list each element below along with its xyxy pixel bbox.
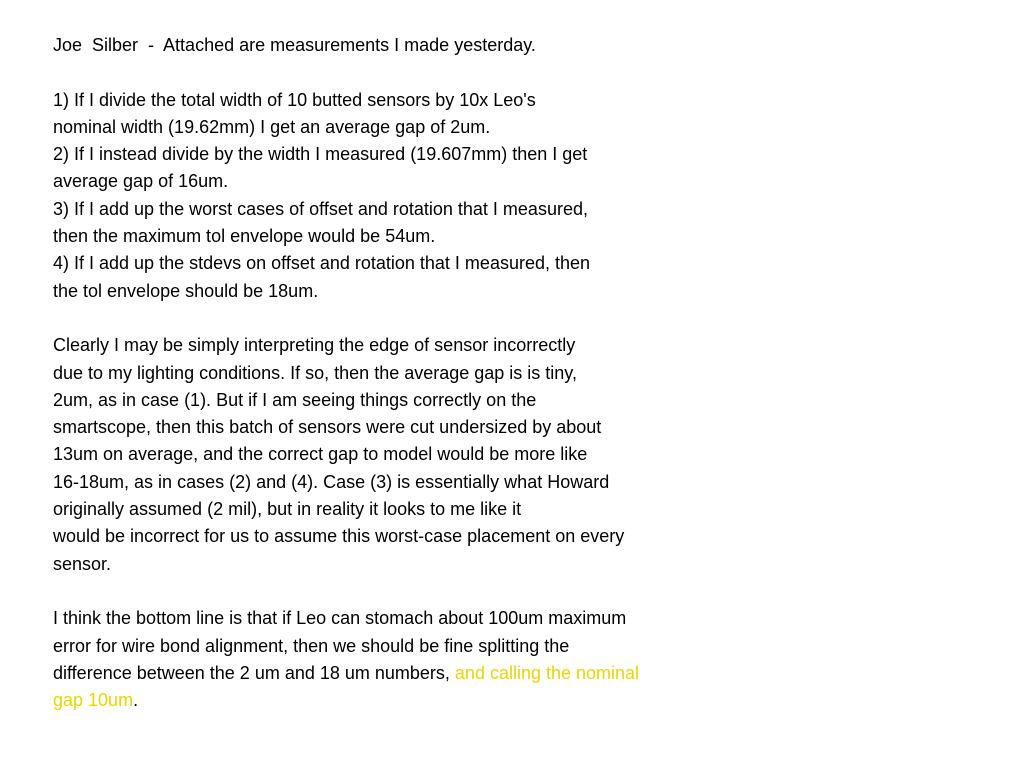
discussion-line: Clearly I may be simply interpreting the edge of sensor incorrectly: [53, 335, 576, 356]
point-3-line-2: then the maximum tol envelope would be 54um.: [53, 226, 436, 247]
discussion-line: would be incorrect for us to assume this worst-case placement on every: [53, 526, 625, 547]
highlighted-text: gap 10um: [53, 690, 134, 711]
point-4-line-2: the tol envelope should be 18um.: [53, 280, 319, 301]
discussion-line: 16-18um, as in cases (2) and (4). Case (3) is essentially what Howard: [53, 471, 610, 492]
blank-line: [53, 305, 773, 332]
discussion-line: 2um, as in case (1). But if I am seeing things correctly on the: [53, 389, 537, 410]
conclusion-line-3: [53, 660, 773, 687]
conclusion-text: difference between the 2 um and 18 um numbers,: [53, 662, 455, 683]
highlighted-text: and calling the nominal: [454, 662, 640, 683]
discussion-line: originally assumed (2 mil), but in reality it looks to me like it: [53, 499, 522, 520]
discussion-line: smartscope, then this batch of sensors were cut undersized by about: [53, 417, 602, 438]
point-2-line-2: average gap of 16um.: [53, 171, 229, 192]
conclusion-line-1: I think the bottom line is that if Leo can stomach about 100um maximum: [53, 608, 627, 629]
point-1-line-2: nominal width (19.62mm) I get an average gap of 2um.: [53, 116, 491, 137]
note-text-body: [53, 32, 773, 714]
conclusion-period: .: [133, 690, 139, 711]
point-3-line-1: 3) If I add up the worst cases of offset and rotation that I measured,: [53, 198, 588, 219]
point-4-line-1: 4) If I add up the stdevs on offset and rotation that I measured, then: [53, 253, 591, 274]
conclusion-line-2: error for wire bond alignment, then we should be fine splitting the: [53, 635, 570, 656]
discussion-line: 13um on average, and the correct gap to model would be more like: [53, 444, 588, 465]
discussion-line: due to my lighting conditions. If so, then the average gap is is tiny,: [53, 362, 577, 383]
blank-line: [53, 59, 773, 86]
intro-line: Joe Silber - Attached are measurements I made yesterday.: [53, 35, 536, 55]
conclusion-line-4: [53, 687, 773, 714]
blank-line: [53, 578, 773, 605]
point-2-line-1: 2) If I instead divide by the width I measured (19.607mm) then I get: [53, 144, 588, 165]
discussion-line: sensor.: [53, 553, 112, 574]
point-1-line-1: 1) If I divide the total width of 10 butted sensors by 10x Leo's: [53, 89, 536, 110]
